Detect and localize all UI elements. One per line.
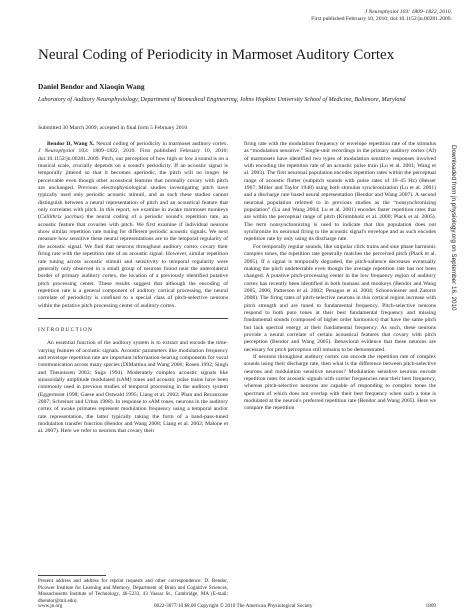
footer-site-link[interactable]: www.jn.org — [38, 603, 63, 609]
right-paragraph-3: If neurons throughout auditory cortex can encode the repetition rate of complex sounds using their discharge rate, then what is the difference between pitch-selective neurons and modulation sensitive neurons? Modulation sensitive neurons encode repetition rates for acoustic signals with carrier frequencies near their best frequency, whereas pitch-selective neurons are capable of responding to complex tones the spectrum of which does not overlap with their best frequency when such a tone is modulated at the neuron's preferred repetition rate (Bendor and Wang 2005). Here we compare the repetition — [244, 353, 436, 412]
footnote-divider — [38, 575, 106, 576]
right-column — [244, 141, 436, 413]
abstract-cite-authors: Bendor D, Wang X. — [47, 141, 95, 147]
abstract-cite-rest: 103: 1809–1822, 2010. First published February 10, 2010; doi:10.1152/jn.00281.2009. — [38, 148, 228, 162]
section-divider — [38, 318, 228, 319]
abstract-text-b: ) the neural coding of a periodic sound's repetition rate, an acoustic feature that covaries with pitch. We first examine if individual neurons show similar repetition rate tuning for different periodic acoustic signals. We next measure how sensitive these neural representations are to the temporal regularity of the acoustic signal. We find that neurons throughout auditory cortex covary their firing rate with the repetition rate of an acoustic signal. However, similar repetition rate tuning across acoustic stimuli and sensitivity to temporal regularity were generally only observed in a small group of neurons found near the anterolateral border of primary auditory cortex, the location of a previously identified putative pitch processing center. These results suggest that although the encoding of repetition rate is a general component of auditory cortical processing, the neural correlate of periodicity is confined to a special class of pitch-selective neurons within the putative pitch processing center of auditory cortex. — [38, 214, 228, 309]
introduction-heading: INTRODUCTION — [38, 326, 94, 333]
first-published-line: First published February 10, 2010; doi:10.1152/jn.00281.2009. — [311, 16, 452, 23]
journal-header — [311, 9, 452, 24]
introduction-paragraph: An essential function of the auditory system is to extract and encode the time-varying features of acoustic signals. Acoustic parameters like modulation frequency and envelope repetition rate are important information-bearing components for vocal communication across many species (DiMattina and Wang 2006; Rosen 1992; Singh and Theunissen 2003; Suga 1994). Moderately complex acoustic signals like sinusoidally amplitude modulated (sAM) tones and acoustic pulse trains have been commonly used in previous studies of temporal processing in the auditory system (Eggermont 1998; Gaese and Ostwald 1995; Liang et al. 2002; Phan and Recanzone 2007; Schreiner and Urbas 1988). In response to sAM tones, neurons in the auditory cortex of awake primates represent modulation frequency using a temporal and/or rate representation, the latter typically taking the form of a band-pass-tuned modulation transfer function (Bendor and Wang 2008; Liang et al. 2002; Malone et al. 2007). Here we refer to neurons that covary their — [38, 340, 228, 435]
journal-citation-line: J Neurophysiol 103: 1809–1822, 2010. — [364, 9, 452, 15]
abstract — [38, 141, 228, 310]
page-number: 1809 — [425, 603, 436, 609]
abstract-text-a: Pitch, our perception of how high or low a sound is on a musical scale, crucially depends on a sound's periodicity. If an acoustic signal is temporally jittered so that it becomes aperiodic, the pitch will no longer be perceivable even though other acoustical features that normally covary with pitch are unchanged. Previous electrophysiological studies investigating pitch have typically used only periodic acoustic stimuli, and as such these studies cannot distinguish between a neural representation of pitch and an acoustical feature that only correlates with pitch. In this report, we examine in awake marmoset monkeys ( — [38, 155, 229, 221]
article-title: Neural Coding of Periodicity in Marmoset Auditory Cortex — [38, 47, 395, 63]
abstract-cite-journal: J Neurophysiol — [38, 148, 75, 155]
left-column — [38, 141, 228, 436]
abstract-species: Callithrix jacchus — [39, 214, 82, 221]
submission-dates: Submitted 30 March 2009; accepted in final form 5 February 2010 — [38, 125, 188, 131]
download-notice[interactable]: Downloaded from jn.physiology.org on September 16, 2010 — [450, 145, 457, 311]
right-paragraph-2: For temporally regular sounds, like unipolar click trains and sine phase harmonic complex tones, the repetition rate generally matches the perceived pitch (Plack et al. 2005). If a signal is temporally degraded, the pitch-salience decreases eventually making the pitch undetectable even though the average repetition rate has not been changed. A putative pitch-processing center in the low frequency region of auditory cortex has recently been identified in both humans and monkeys (Bendor and Wang 2005, 2006; Patterson et al. 2002; Penagos et al. 2004; Schonwiesner and Zatorre 2008). The firing rates of pitch-selective neurons in this cortical region increase with pitch strength and are tuned to fundamental frequency. Pitch-selective neurons respond to both pure tones at their best fundamental frequency and missing fundamental sounds (composed of higher order harmonics) that have the same pitch but lack spectral energy at their fundamental frequency. As such, these neurons provide a neural correlate of certain acoustical features that covary with pitch perception (Bendor and Wang 2005). Behavioral evidence that these neurons are necessary for pitch perception still remains to be demonstrated. — [244, 243, 436, 353]
affiliation: Laboratory of Auditory Neurophysiology, Department of Biomedical Engineering, Johns Hopkins University School of Medicine, Baltimore, Maryland — [38, 97, 406, 103]
download-sidebar — [449, 145, 459, 475]
abstract-cite-title: Neural coding of periodicity in marmoset auditory cortex. — [96, 141, 228, 147]
right-paragraph-1: firing rate with the modulation frequency or envelope repetition rate of the stimulus as “modulation sensitive.” Single-unit recordings in the primary auditory cortex (AI) of marmosets have identified two types of modulation sensitive responses involved with encoding the repetition rate of an acoustic pulse train (Lu et al. 2001; Wang et al. 2003). The first neuronal population encodes repetition rates within the perceptual range of acoustic flutter (subpitch sounds with pulse rates of 10–45 Hz) (Besser 1967; Miller and Taylor 1948) using both stimulus synchronization (Lu et al. 2001) and a discharge rate based neural representation (Bendor and Wang 2007). A second neuronal population referred to in previous studies as the “nonsynchronizing population” (Lu and Wang 2004; Lu et al. 2001) encodes faster repetition rates that are within the perceptual range of pitch (Krumbholz et al. 2000; Plack et al. 2005). The term nonsynchronizing is used to indicate that this population does not synchronize its neuronal firing to the acoustic signal's envelope and as such encodes repetition rate by only using its discharge rate. — [244, 141, 436, 243]
footer-copyright: 0022-3077/10 $8.00 Copyright © 2010 The American Physiological Society — [154, 603, 313, 609]
correspondence-footnote: Present address and address for reprint requests and other correspondence: D. Bendor, Picower Institute for Learning and Memory, Department of Brain and Cognitive Sciences, Massachusetts Institute of Technology, 46-5233, 43 Vassar St., Cambridge, MA (E-mail: dbendor@mit.edu). — [38, 578, 228, 604]
author-list: Daniel Bendor and Xiaoqin Wang — [38, 82, 145, 91]
